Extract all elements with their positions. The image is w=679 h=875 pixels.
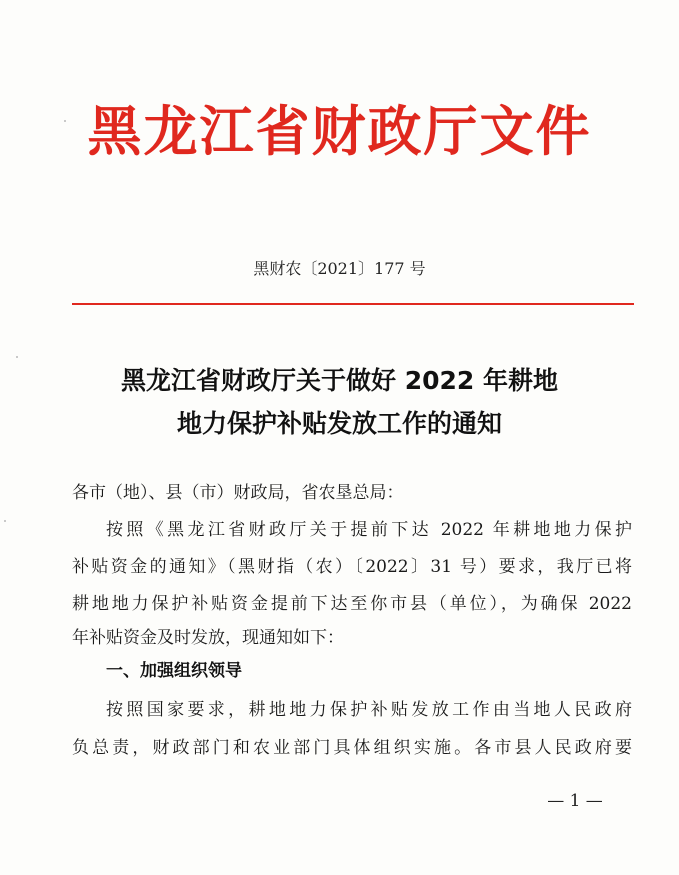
paragraph-2-line-2: 负总责，财政部门和农业部门具体组织实施。各市县人民政府要 — [72, 738, 632, 758]
paragraph-1-line-1: 按照《黑龙江省财政厅关于提前下达 2022 年耕地地力保护 — [106, 520, 632, 540]
issuing-authority-header: 黑龙江省财政厅文件 — [87, 100, 592, 163]
red-separator-line — [72, 303, 634, 305]
document-title-line-1: 黑龙江省财政厅关于做好 2022 年耕地 — [121, 366, 558, 395]
document-title-line-2: 地力保护补贴发放工作的通知 — [176, 409, 502, 438]
scan-speck — [64, 120, 66, 122]
section-heading-1: 一、加强组织领导 — [106, 661, 242, 681]
page-number: — 1 — — [547, 791, 603, 811]
paragraph-2-line-1: 按照国家要求，耕地地力保护补贴发放工作由当地人民政府 — [106, 700, 632, 720]
document-number: 黑财农〔2021〕177 号 — [253, 259, 426, 278]
paragraph-1-line-4: 年补贴资金及时发放，现通知如下： — [72, 628, 344, 648]
salutation: 各市（地）、县（市）财政局，省农垦总局： — [72, 483, 404, 503]
paragraph-1-line-3: 耕地地力保护补贴资金提前下达至你市县（单位），为确保 2022 — [72, 594, 632, 614]
paragraph-1-line-2: 补贴资金的通知》（黑财指（农）〔2022〕31 号）要求，我厅已将 — [72, 557, 632, 577]
scan-speck — [16, 356, 18, 358]
scan-speck — [4, 520, 6, 522]
